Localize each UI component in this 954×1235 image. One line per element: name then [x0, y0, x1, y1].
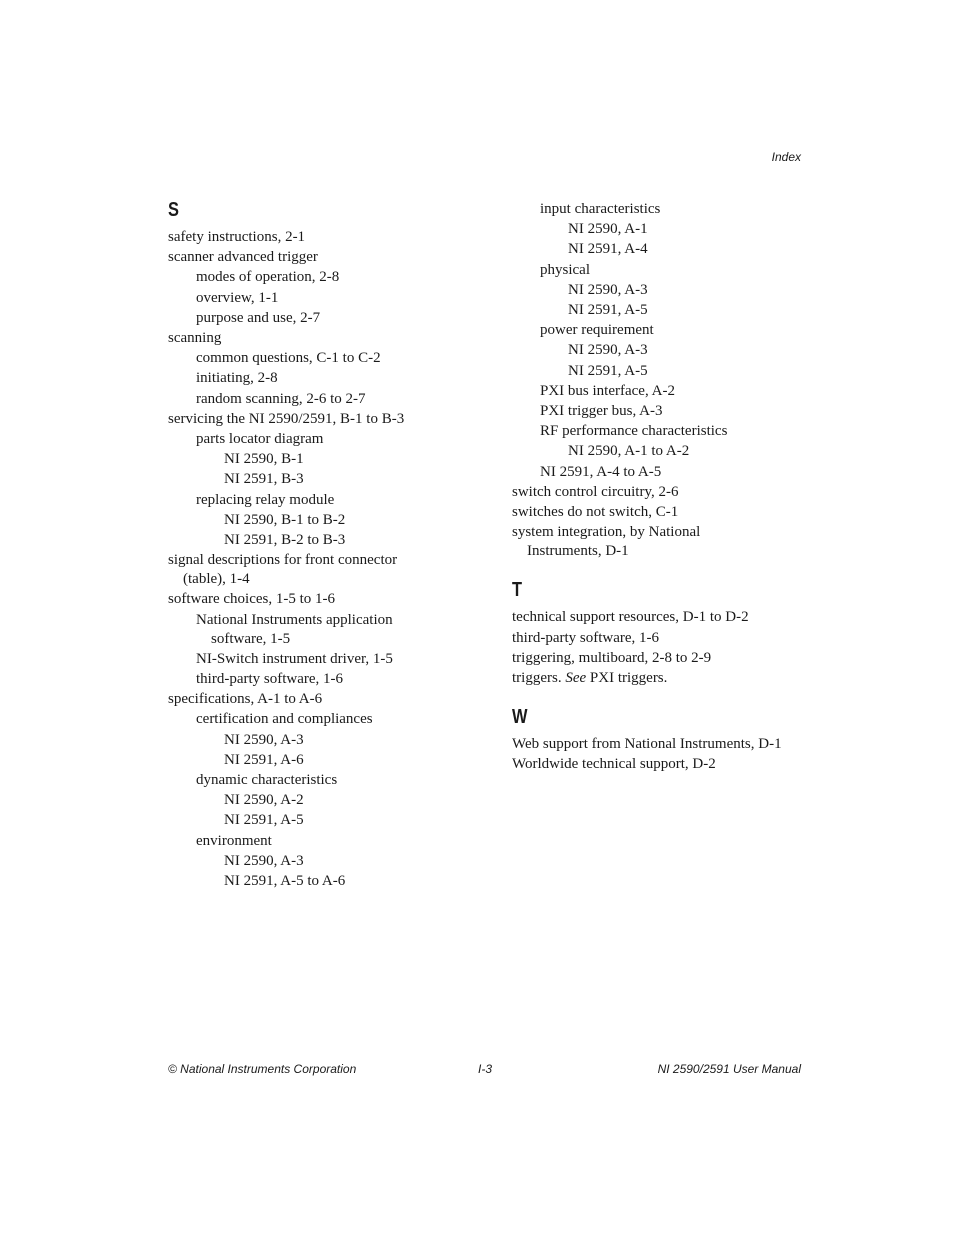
footer-manual-title: NI 2590/2591 User Manual: [657, 1062, 801, 1076]
index-subsubentry: NI 2590, A-3: [568, 342, 648, 359]
index-entry-continuation: software, 1-5: [211, 630, 291, 647]
index-subsubentry: NI 2591, B-2 to B-3: [224, 532, 346, 549]
index-entry: triggering, multiboard, 2-8 to 2-9: [512, 649, 712, 666]
index-subsubentry: NI 2591, A-5: [224, 812, 304, 829]
index-subentry: environment: [196, 832, 272, 849]
index-subentry: initiating, 2-8: [196, 370, 278, 387]
index-subsubentry: NI 2591, B-3: [224, 471, 304, 488]
index-subentry: certification and compliances: [196, 711, 373, 728]
index-entry-continuation: Instruments, D-1: [527, 543, 629, 560]
index-subsubentry: NI 2591, A-4: [568, 241, 648, 258]
index-subentry: NI-Switch instrument driver, 1-5: [196, 650, 393, 667]
index-subentry: NI 2591, A-4 to A-5: [540, 463, 662, 480]
index-subentry: PXI bus interface, A-2: [540, 382, 675, 399]
index-subentry: purpose and use, 2-7: [196, 309, 321, 326]
index-subsubentry: NI 2590, A-1: [568, 221, 648, 238]
index-subentry: RF performance characteristics: [540, 423, 728, 440]
index-entry: Web support from National Instruments, D-1: [512, 736, 782, 753]
index-subsubentry: NI 2590, B-1 to B-2: [224, 511, 346, 528]
index-entry: Worldwide technical support, D-2: [512, 756, 716, 773]
index-entry-see-reference: [512, 668, 832, 688]
index-entry: scanning: [168, 330, 222, 347]
index-entry: scanner advanced trigger: [168, 249, 318, 266]
index-letter-s: S: [168, 199, 179, 221]
index-subentry: dynamic characteristics: [196, 772, 338, 789]
index-subsubentry: NI 2591, A-5 to A-6: [224, 873, 346, 890]
index-subentry: National Instruments application: [196, 611, 393, 628]
index-subentry: overview, 1-1: [196, 289, 279, 306]
index-subsubentry: NI 2590, A-1 to A-2: [568, 443, 690, 460]
index-entry: third-party software, 1-6: [512, 629, 660, 646]
index-entry: switch control circuitry, 2-6: [512, 483, 679, 500]
index-subsubentry: NI 2590, A-3: [224, 731, 304, 748]
index-entry: servicing the NI 2590/2591, B-1 to B-3: [168, 410, 405, 427]
index-subentry: modes of operation, 2-8: [196, 269, 340, 286]
see-keyword: See: [565, 670, 587, 687]
index-letter-w: W: [512, 706, 528, 729]
index-subsubentry: NI 2591, A-5: [568, 302, 648, 319]
index-entry: signal descriptions for front connector: [168, 552, 398, 569]
footer-page-number: I-3: [478, 1062, 493, 1076]
index-column-left: [168, 199, 488, 891]
index-subsubentry: NI 2590, A-2: [224, 792, 304, 809]
index-section-t: [512, 579, 832, 688]
index-entry-continuation: (table), 1-4: [183, 571, 250, 588]
index-section-s-continued: [512, 199, 832, 561]
index-subentry: PXI trigger bus, A-3: [540, 403, 663, 420]
index-subsubentry: NI 2591, A-5: [568, 362, 648, 379]
index-entry: software choices, 1-5 to 1-6: [168, 591, 336, 608]
index-subentry: random scanning, 2-6 to 2-7: [196, 390, 366, 407]
see-prefix: triggers.: [512, 670, 566, 687]
index-entry: switches do not switch, C-1: [512, 504, 679, 521]
index-column-right: [512, 199, 832, 775]
index-subsubentry: NI 2590, A-3: [224, 852, 304, 869]
index-entry: specifications, A-1 to A-6: [168, 691, 323, 708]
index-subentry: common questions, C-1 to C-2: [196, 350, 381, 367]
index-entry: safety instructions, 2-1: [168, 229, 306, 245]
index-entry: system integration, by National: [512, 524, 701, 541]
index-subsubentry: NI 2591, A-6: [224, 751, 304, 768]
index-subentry: third-party software, 1-6: [196, 671, 344, 688]
index-subentry: replacing relay module: [196, 491, 335, 508]
index-subsubentry: NI 2590, B-1: [224, 451, 304, 468]
running-header: Index: [771, 150, 801, 164]
index-subentry: physical: [540, 261, 590, 278]
index-subentry: power requirement: [540, 322, 654, 339]
index-subsubentry: NI 2590, A-3: [568, 281, 648, 298]
index-letter-t: T: [512, 579, 523, 602]
see-target: PXI triggers.: [586, 670, 668, 687]
index-entry: technical support resources, D-1 to D-2: [512, 609, 749, 626]
footer-copyright: © National Instruments Corporation: [168, 1062, 357, 1076]
index-section-w: [512, 706, 832, 774]
index-subentry: parts locator diagram: [196, 431, 324, 448]
index-subentry: input characteristics: [540, 201, 661, 217]
